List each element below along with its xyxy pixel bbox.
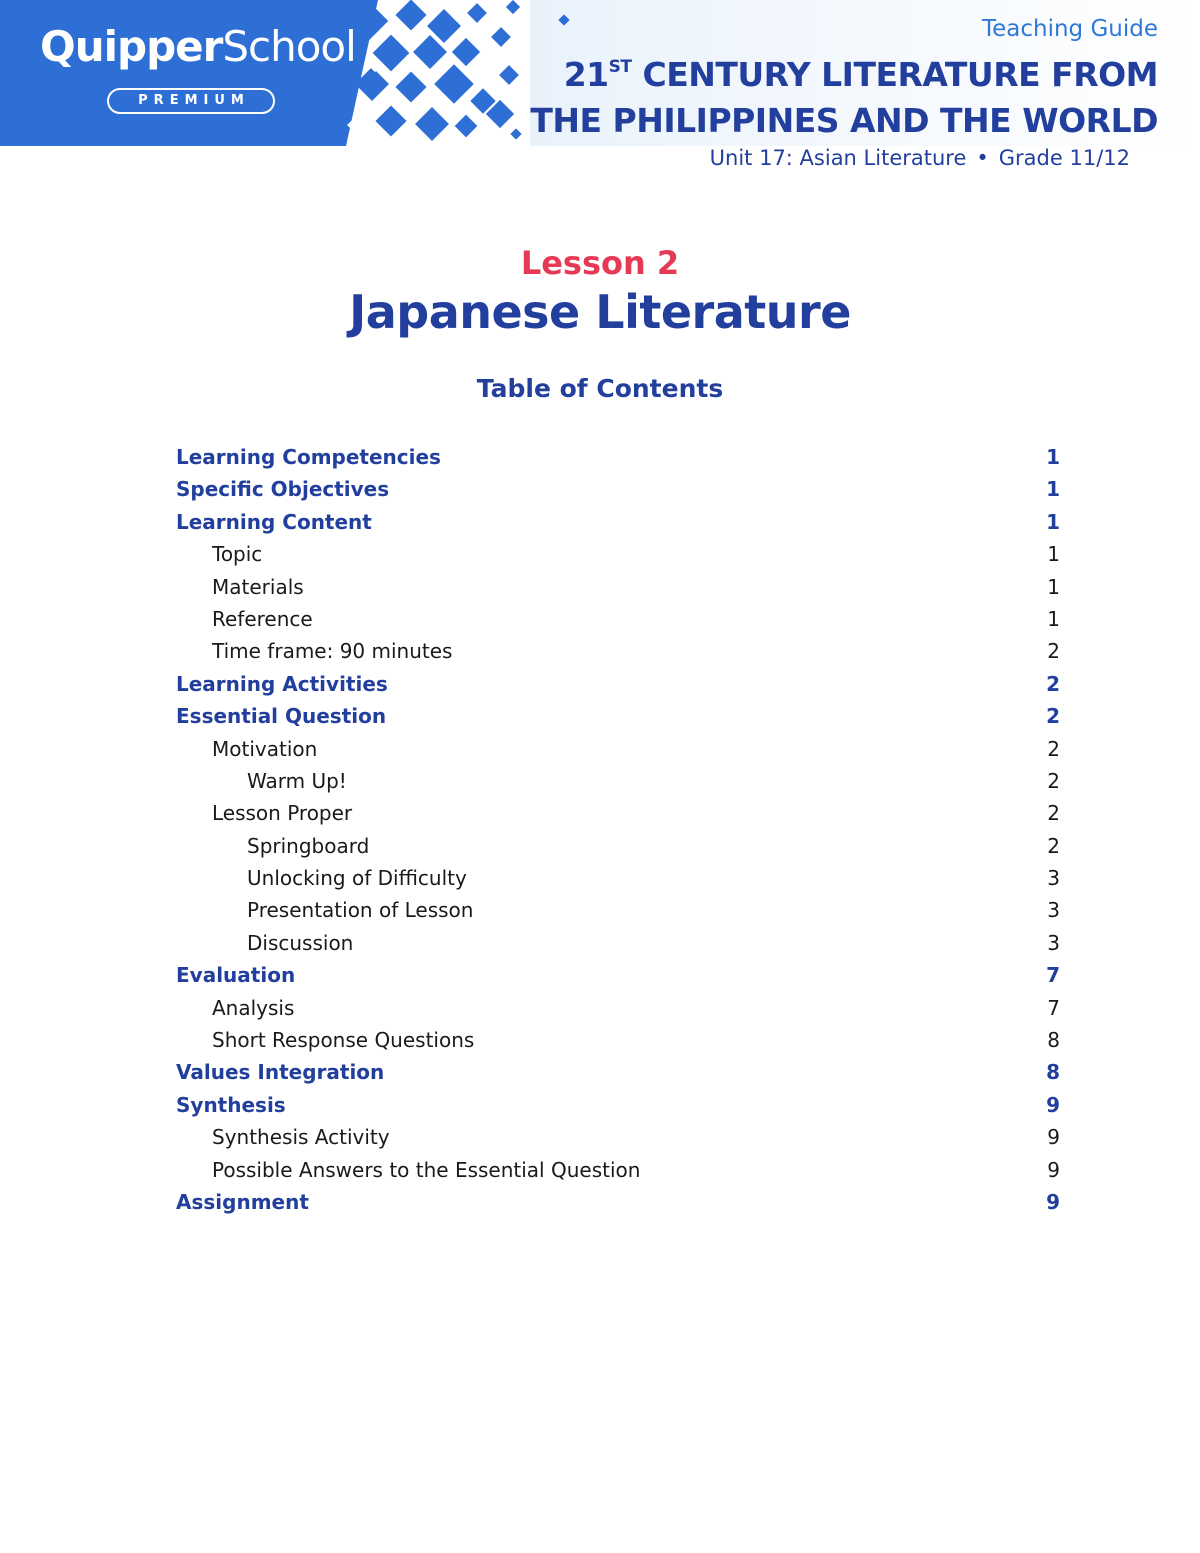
toc-entry[interactable] (176, 1121, 1060, 1153)
toc-entry-label: Analysis (212, 995, 295, 1020)
toc-entry[interactable] (176, 603, 1060, 635)
toc-entry[interactable] (176, 765, 1060, 797)
toc-entry-label: Learning Activities (176, 671, 388, 696)
toc-entry-label: Evaluation (176, 963, 296, 988)
toc-entry-label: Lesson Proper (212, 801, 353, 826)
toc-entry-page: 1 (1046, 477, 1060, 502)
toc-entry-label: Unlocking of Difficulty (247, 866, 467, 891)
toc-entry-page: 7 (1047, 995, 1060, 1020)
toc-entry[interactable] (176, 830, 1060, 862)
lesson-number: Lesson 2 (520, 244, 680, 282)
toc-entry-label: Time frame: 90 minutes (212, 639, 453, 664)
toc-entry-page: 1 (1046, 509, 1060, 534)
toc-entry[interactable] (176, 959, 1060, 991)
toc-entry-label: Assignment (176, 1189, 309, 1214)
toc-entry-page: 1 (1047, 606, 1060, 631)
course-title-line-1 (530, 52, 1158, 98)
toc-entry[interactable] (176, 506, 1060, 538)
toc-entry-page: 9 (1047, 1125, 1060, 1150)
toc-entry[interactable] (176, 894, 1060, 926)
header-banner (0, 0, 1200, 146)
toc-entry-label: Short Response Questions (212, 1028, 475, 1053)
toc-entry-page: 2 (1047, 768, 1060, 793)
toc-entry-label: Presentation of Lesson (247, 898, 474, 923)
course-title (530, 52, 1158, 144)
toc-entry-page: 2 (1046, 671, 1060, 696)
unit-label: Unit 17: Asian Literature (709, 146, 967, 170)
toc-entry-page: 8 (1046, 1060, 1060, 1085)
toc-entry[interactable] (176, 635, 1060, 667)
toc-entry-page: 1 (1047, 542, 1060, 567)
course-title-number: 21 (563, 55, 609, 94)
toc-entry-page: 2 (1047, 833, 1060, 858)
toc-entry-page: 2 (1047, 736, 1060, 761)
toc-entry-label: Synthesis (176, 1092, 286, 1117)
toc-entry-label: Values Integration (176, 1060, 385, 1085)
toc-entry[interactable] (176, 538, 1060, 570)
toc-entry-label: Topic (212, 542, 263, 567)
toc-entry[interactable] (176, 992, 1060, 1024)
toc-entry-label: Warm Up! (247, 768, 347, 793)
toc-entry[interactable] (176, 862, 1060, 894)
toc-entry-page: 9 (1046, 1092, 1060, 1117)
toc-entry[interactable] (176, 733, 1060, 765)
toc-entry-page: 3 (1047, 930, 1060, 955)
toc-entry[interactable] (176, 1186, 1060, 1218)
toc-entry-page: 2 (1047, 639, 1060, 664)
course-title-line-2: THE PHILIPPINES AND THE WORLD (530, 101, 1158, 140)
course-title-superscript: ST (608, 57, 632, 77)
toc-entry-page: 9 (1047, 1157, 1060, 1182)
toc-entry[interactable] (176, 668, 1060, 700)
toc-entry[interactable] (176, 473, 1060, 505)
premium-badge: PREMIUM (107, 88, 275, 114)
toc-entry[interactable] (176, 1056, 1060, 1088)
toc-entry-page: 2 (1047, 801, 1060, 826)
toc-entry-label: Synthesis Activity (212, 1125, 390, 1150)
quipper-school-logo (40, 22, 356, 71)
toc-entry-label: Discussion (247, 930, 354, 955)
toc-entry-page: 1 (1047, 574, 1060, 599)
toc-entry[interactable] (176, 927, 1060, 959)
toc-entry-page: 8 (1047, 1028, 1060, 1053)
logo-brand-light: School (222, 22, 356, 71)
toc-entry-page: 7 (1046, 963, 1060, 988)
lesson-title: Japanese Literature (349, 285, 851, 339)
table-of-contents (176, 441, 1060, 1218)
toc-entry-label: Reference (212, 606, 313, 631)
toc-entry-page: 1 (1046, 445, 1060, 469)
toc-entry[interactable] (176, 441, 1060, 473)
toc-entry-label: Specific Objectives (176, 477, 390, 502)
toc-entry-label: Learning Competencies (176, 445, 441, 469)
toc-entry[interactable] (176, 1154, 1060, 1186)
toc-heading: Table of Contents (476, 374, 724, 403)
unit-grade-line (710, 146, 1130, 170)
toc-entry[interactable] (176, 797, 1060, 829)
grade-label: Grade 11/12 (998, 146, 1130, 170)
course-title-rest: CENTURY LITERATURE FROM (631, 55, 1158, 94)
toc-entry[interactable] (176, 700, 1060, 732)
toc-entry-page: 3 (1047, 898, 1060, 923)
logo-brand-bold: Quipper (40, 22, 223, 71)
toc-entry-label: Learning Content (176, 509, 372, 534)
toc-entry[interactable] (176, 571, 1060, 603)
toc-entry-label: Possible Answers to the Essential Question (212, 1157, 641, 1182)
toc-entry-label: Motivation (212, 736, 318, 761)
toc-entry-page: 3 (1047, 866, 1060, 891)
toc-entry[interactable] (176, 1089, 1060, 1121)
teaching-guide-label: Teaching Guide (981, 16, 1158, 42)
toc-entry-label: Materials (212, 574, 304, 599)
separator-dot: • (976, 146, 989, 170)
toc-entry-label: Essential Question (176, 704, 387, 729)
toc-entry-page: 2 (1046, 704, 1060, 729)
toc-entry-page: 9 (1046, 1189, 1060, 1214)
toc-entry-label: Springboard (247, 833, 370, 858)
toc-entry[interactable] (176, 1024, 1060, 1056)
